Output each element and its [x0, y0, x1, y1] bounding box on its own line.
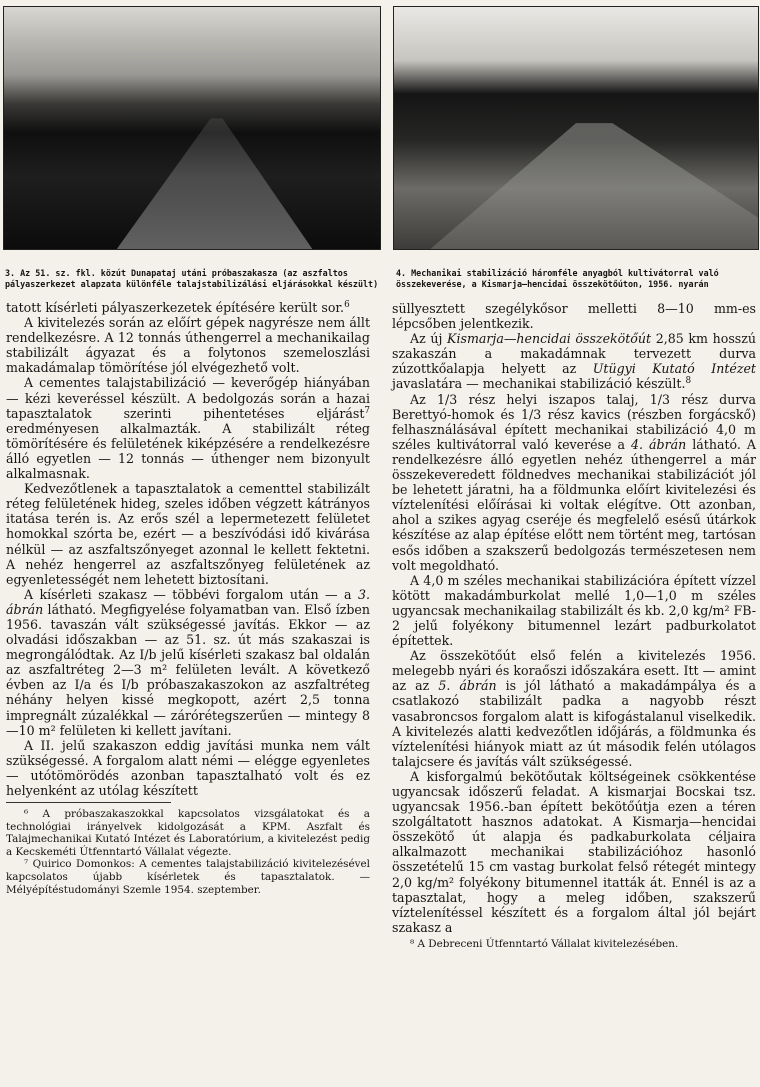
paragraph: A kivitelezés során az előírt gépek nagyrésze nem állt rendelkezésre. A 12 tonnás úthengerrel a mechanikailag stabilizált ágyazat és a folytonos szemeloszlási makadámalap tömörítése jól elvégezhető volt.	[6, 315, 370, 376]
figure-3-caption: 3. Az 51. sz. fkl. közút Dunapataj utáni próbaszakasza (az aszfaltos pályaszerkezet alapzata különféle talajstabilizálási eljárásokkal készült)	[5, 268, 379, 289]
figure-4-caption: 4. Mechanikai stabilizáció háromféle anyagból kultivátorral való összekeverése, a Kismarja—hencidai összekötőúton, 1956. nyarán	[396, 268, 719, 289]
paragraph: tatott kísérleti pályaszerkezetek építésére került sor.$^6$	[6, 299, 350, 315]
footnote-6: ⁶ A próbaszakaszokkal kapcsolatos vizsgálatokat és a technológiai irányelvek kidolgozását a KPM. Aszfalt és Talajmechanikai Kutató Intézet és Laboratórium, a kivitelezést pedig a Kecskeméti Útfenntartó Vállalat végezte.	[6, 808, 370, 858]
figure-4-photo	[393, 6, 759, 250]
footnote-ref: 7	[364, 405, 370, 416]
paragraph: Az 1/3 rész helyi iszapos talaj, 1/3 rész durva Berettyó-homok és 1/3 rész kavics (részben forgácskő) felhasználásával épített mechanikai stabilizáció 4,0 m széles kultivátorral való keverése a 4. ábrán látható. A rendelkezésre álló egyetlen nehéz úthengerrel a már összekeveredett földnedves mechanikai stabilizációt jól be lehetett járatni, ha a földmunka előírt kivitelezési és víztelenítési előírásai ki voltak elégítve. Ott azonban, ahol a szikes agyag cseréje és megfelelő esésű útárkok készítése az alap építése előtt nem történt meg, tartósan esős időben a szakszerű bedolgozás természetesen nem volt megoldható.	[392, 391, 756, 573]
footnote-divider	[6, 802, 171, 803]
footnote-ref: 6	[344, 299, 350, 310]
paragraph: A kisforgalmú bekötőutak költségeinek csökkentése ugyancsak időszerű feladat. A kismarjai Bocskai tsz. ugyancsak 1956.-ban épített bekötőútja ezen a téren szolgáltatott hasznos adatokat. A Kismarja—hencidai összekötő út alapja és padkaburkolata céljaira alkalmazott mechanikai stabilizációhoz hasonló összetételű 15 cm vastag burkolat felső rétegét mintegy 2,0 kg/m² folyékony bitumennel itatták át. Ennél is az a tapasztalat, hogy a meleg időben, szakszerű víztelenítéssel készített és a forgalom által jól bejárt szakasz a	[392, 768, 756, 935]
paragraph: süllyesztett szegélykősor melletti 8—10 mm-es lépcsőben jelentkezik.	[392, 301, 756, 332]
footnote-ref: 8	[685, 376, 692, 387]
paragraph: Kedvezőtlenek a tapasztalatok a cementtel stabilizált réteg felületének hideg, szeles időben végzett kátrányos itatása terén is. Az erős szél a lepermetezett felületet homokkal szórta be, ezért — a beszívódási idő kivárása nélkül — az aszfaltszőnyeget azonnal le kellett fektetni. A nehéz hengerrel az aszfaltszőnyeg felületének az egyenletességét nem lehetett biztosítani.	[6, 481, 370, 587]
paragraph: A cementes talajstabilizáció — keverőgép hiányában — kézi keveréssel készült. A bedolgozás során a hazai tapasztalatok szerinti pihentetéses eljárást$^7$ eredményesen alkalmazták. A stabilizált réteg tömörítésére és felületének kiképzésére a rendelkezésre álló egyetlen — 12 tonnás — úthenger nem bizonyult alkalmasnak.	[6, 375, 370, 482]
paragraph: Az új Kismarja—hencidai összekötőút 2,85 km hosszú szakaszán a makadámnak tervezett durva zúzottkőalapja helyett az Utügyi Kutató Intézet javaslatára — mechanikai stabilizáció készült.$^8$	[392, 331, 756, 392]
footnote-7: ⁷ Quirico Domonkos: A cementes talajstabilizáció kivitelezésével kapcsolatos újabb kísérletek és tapasztalatok. — Mélyépítéstudományi Szemle 1954. szeptember.	[6, 858, 370, 896]
right-column	[392, 301, 756, 951]
footnote-8: ⁸ A Debreceni Útfenntartó Vállalat kivitelezésében.	[410, 937, 679, 950]
paragraph: A kísérleti szakasz — többévi forgalom után — a 3. ábrán látható. Megfigyelése folyamatban van. Első ízben 1956. tavaszán vált szükségessé javítás. Ekkor — az olvadási időszakban — az 51. sz. út más szakaszai is megrongálódtak. Az I/b jelű kísérleti szakasz bal oldalán az aszfaltréteg 2—3 m² felületen levált. A következő évben az I/a és I/b próbaszakaszokon az aszfaltréteg néhány helyen kissé megkopott, azért 2,5 tonna impregnált zúzalékkal — zárórétegszerűen — mintegy 8—10 m² felületen ki kellett javítani.	[6, 586, 370, 738]
figure-3-photo	[3, 6, 381, 250]
left-column	[6, 300, 370, 896]
paragraph: A II. jelű szakaszon eddig javítási munka nem vált szükségessé. A forgalom alatt némi — elégge egyenletes — utótömörödés azonban tapasztalható volt és ez helyenként az utólag készített	[6, 737, 370, 798]
paragraph: A 4,0 m széles mechanikai stabilizációra épített vízzel kötött makadámburkolat mellé 1,0—1,0 m széles ugyancsak mechanikailag stabilizált és kb. 2,0 kg/m² FB-2 jelű folyékony bitumennel lezárt padburkolatot építettek.	[392, 572, 757, 649]
paragraph: Az összekötőút első felén a kivitelezés 1956. melegebb nyári és koraőszi időszakára esett. Itt — amint az az 5. ábrán is jól látható a makadámpálya és a csatlakozó stabilizált padka a nagyobb részt vasabroncsos forgalom alatt is kifogástalanul viselkedik. A kivitelezés alatti kedvezőtlen időjárás, a földmunka és víztelenítési hiányok miatt az út második felén utólagos talajcsere és javítás vált szükségessé.	[392, 648, 756, 769]
